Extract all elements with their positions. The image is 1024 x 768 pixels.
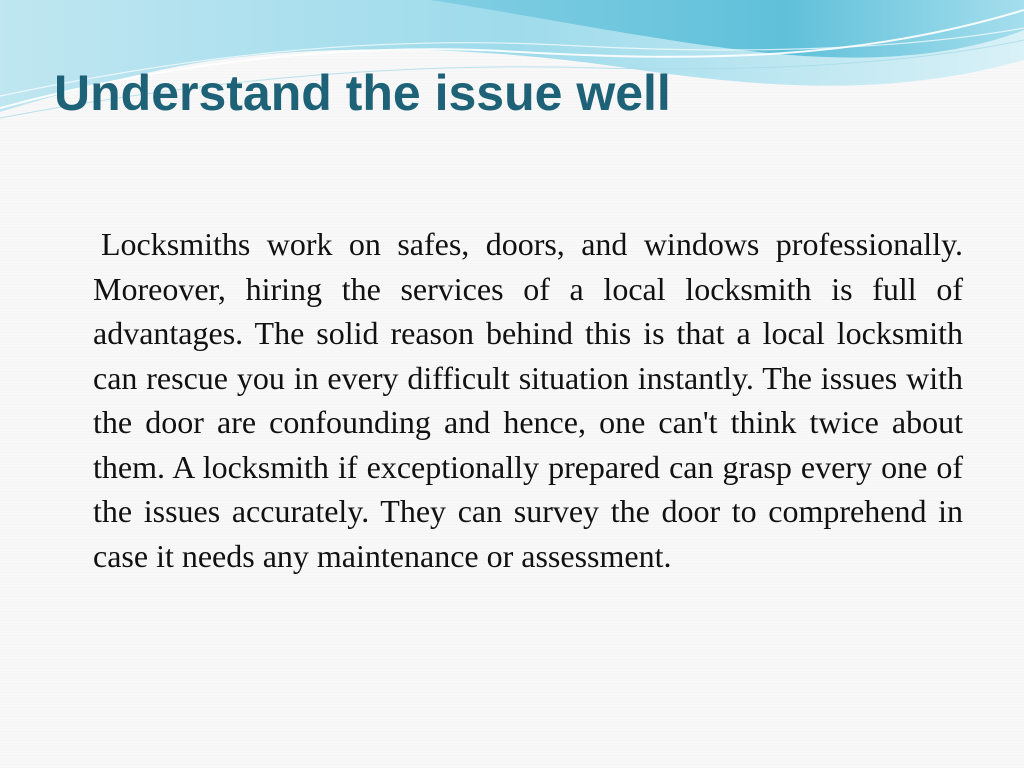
slide-title: Understand the issue well xyxy=(54,65,671,121)
slide-body-paragraph: Locksmiths work on safes, doors, and windows professionally. Moreover, hiring the services of a local locksmith is full of advantages. The solid reason behind this is that a local locksmith can rescue you in every difficult situation instantly. The issues with the door are confounding and hence, one can't think twice about them. A locksmith if exceptionally prepared can grasp every one of the issues accurately. They can survey the door to comprehend in case it needs any maintenance or assessment. xyxy=(93,226,963,574)
